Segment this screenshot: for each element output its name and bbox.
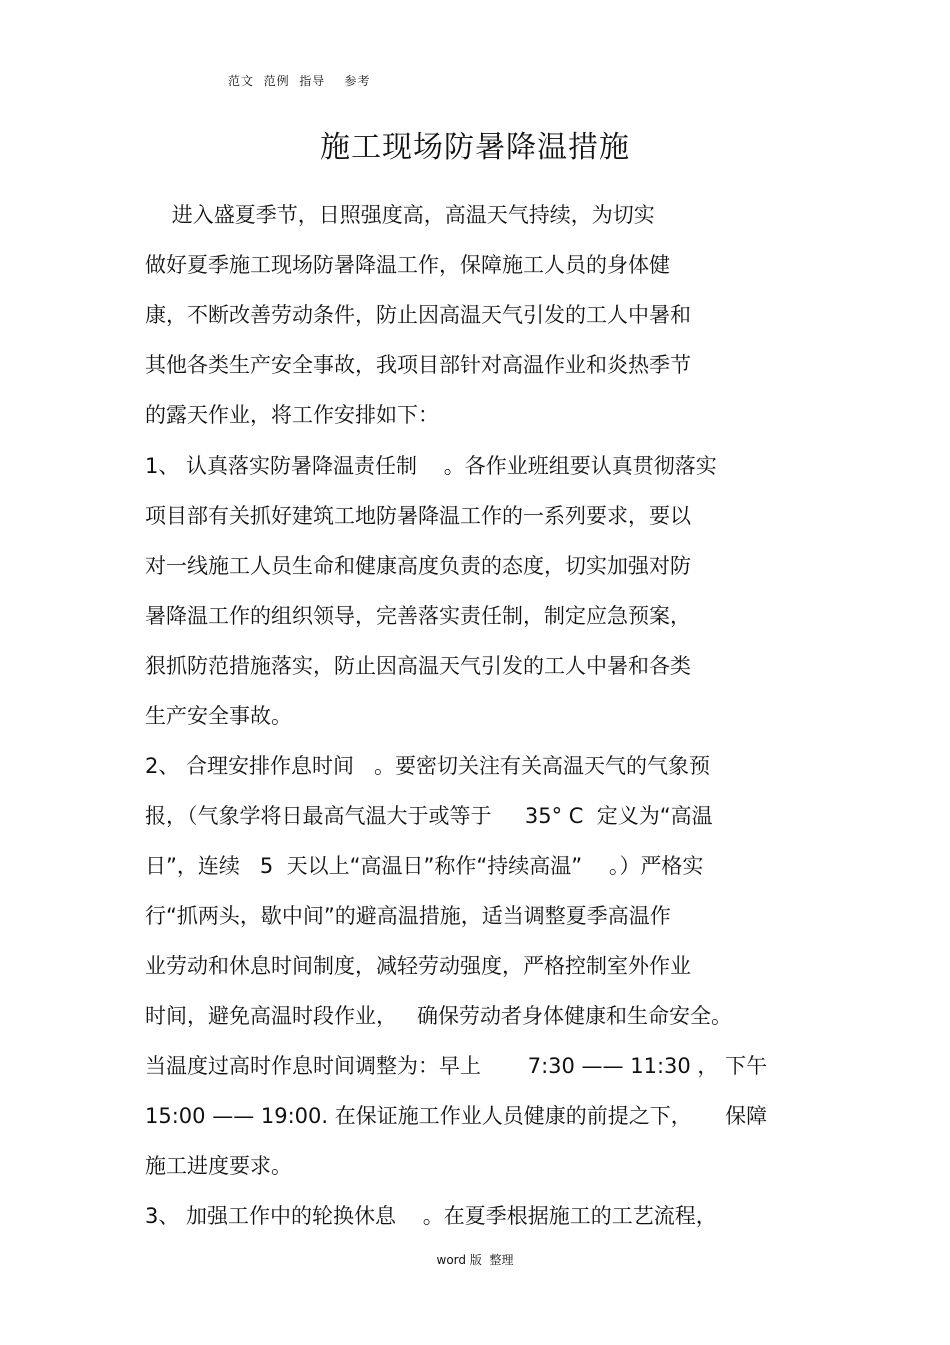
body-line-8: 对一线施工人员生命和健康高度负责的态度，切实加强对防 [145, 554, 691, 578]
body-line-6: 1、 认真落实防暑降温责任制 。各作业班组要认真贯彻落实 [145, 454, 717, 478]
body-line-2: 做好夏季施工现场防暑降温工作，保障施工人员的身体健 [145, 253, 670, 277]
page-footer-text: word 版 整理 [436, 1253, 514, 1267]
document-title: 施工现场防暑降温措施 [320, 130, 630, 165]
body-line-7: 项目部有关抓好建筑工地防暑降温工作的一系列要求，要以 [145, 504, 691, 528]
body-line-5: 的露天作业，将工作安排如下： [145, 403, 439, 427]
body-line-21: 3、 加强工作中的轮换休息 。在夏季根据施工的工艺流程， [145, 1204, 717, 1228]
body-line-12: 2、 合理安排作息时间 。要密切关注有关高温天气的气象预 [145, 754, 711, 778]
body-line-11: 生产安全事故。 [145, 704, 292, 728]
body-line-13: 报，（气象学将日最高气温大于或等于 35° C 定义为“高温 [145, 804, 713, 828]
page-header-text: 范文 范例 指导 参考 [228, 74, 371, 88]
body-line-16: 业劳动和休息时间制度，减轻劳动强度，严格控制室外作业 [145, 954, 691, 978]
body-line-9: 暑降温工作的组织领导，完善落实责任制，制定应急预案， [145, 604, 691, 628]
body-line-15: 行“抓两头，歇中间”的避高温措施，适当调整夏季高温作 [145, 904, 671, 928]
body-line-10: 狠抓防范措施落实，防止因高温天气引发的工人中暑和各类 [145, 654, 691, 678]
body-line-3: 康，不断改善劳动条件，防止因高温天气引发的工人中暑和 [145, 303, 691, 327]
body-line-17: 时间，避免高温时段作业， 确保劳动者身体健康和生命安全。 [145, 1004, 733, 1028]
body-line-1: 进入盛夏季节，日照强度高，高温天气持续，为切实 [145, 203, 655, 227]
body-line-4: 其他各类生产安全事故，我项目部针对高温作业和炎热季节 [145, 353, 691, 377]
body-line-14: 日”，连续 5 天以上“高温日”称作“持续高温” 。）严格实 [145, 854, 704, 878]
body-line-19: 15:00 —— 19:00. 在保证施工作业人员健康的前提之下， 保障 [145, 1104, 768, 1128]
body-line-20: 施工进度要求。 [145, 1154, 292, 1178]
body-line-18: 当温度过高时作息时间调整为：早上 7:30 —— 11:30 ， 下午 [145, 1054, 768, 1078]
